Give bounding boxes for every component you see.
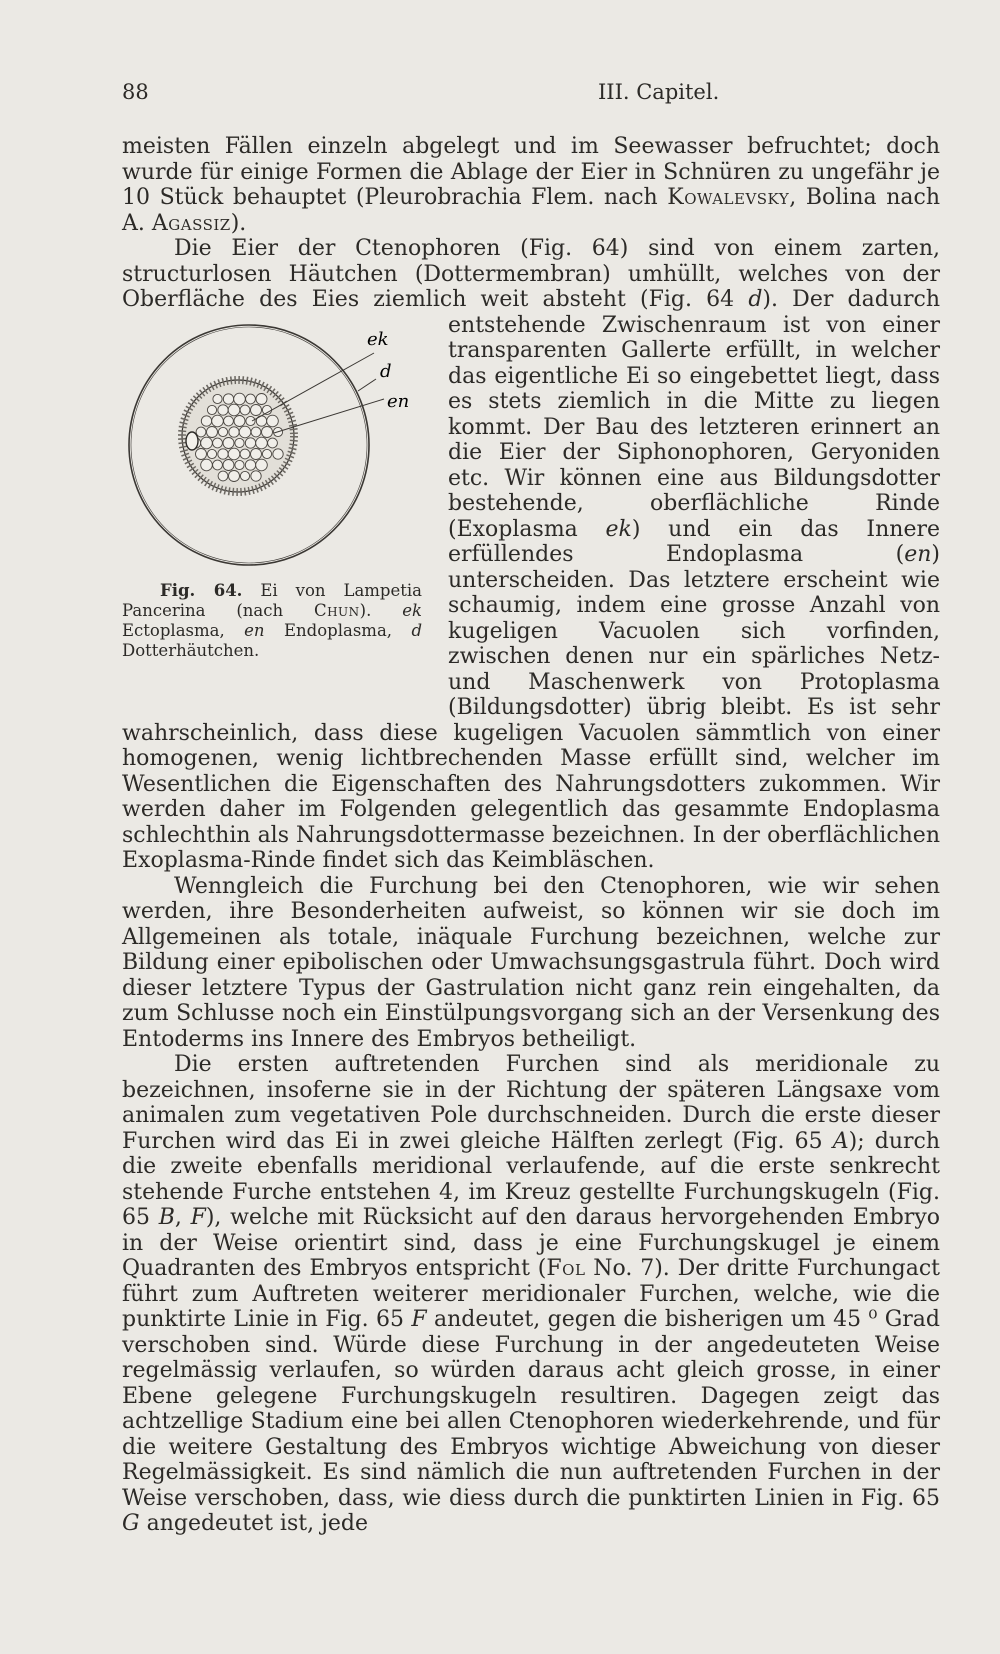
- vacuole: [201, 415, 211, 425]
- figure-caption: Fig. 64. Ei von Lampetia Pancerina (nach Chun). ek Ectoplasma, en Endoplasma, d Dotterhäutchen.: [122, 580, 423, 660]
- author-fol: Fol: [546, 1256, 586, 1281]
- vacuole: [228, 404, 240, 416]
- vacuole: [218, 471, 228, 481]
- paragraph-4: Die ersten auftretenden Furchen sind als meridionale zu bezeichnen, insoferne sie in der Richtung der späteren Längsaxe vom animalen zum vegetativen Pole durchschneiden. Durch die erste dieser Furchen wird das Ei in zwei gleiche Hälften zerlegt (Fig. 65 A); durch die zweite ebenfalls meridional verlaufende, auf die erste senkrecht stehende Furche entstehen 4, im Kreuz gestellte Furchungskugeln (Fig. 65 B, F), welche mit Rücksicht auf den daraus hervorgehenden Embryo in der Weise orientirt sind, dass je eine Furchungskugel je einem Quadranten des Embryos entspricht (Fol No. 7). Der dritte Furchungact führt zum Auftreten weiterer meridionaler Furchen, welche, wie die punktirte Linie in Fig. 65 F andeutet, gegen die bisherigen um 45 ⁰ Grad verschoben sind. Würde diese Furchung in der angedeuteten Weise regelmässig verlaufen, so würden daraus acht gleich grosse, in einer Ebene gelegene Furchungskugeln resultiren. Dagegen zeigt das achtzellige Stadium eine bei allen Ctenophoren wiederkehrende, und für die weitere Gestaltung des Embryos wichtige Abweichung von dieser Regelmässigkeit. Es sind nämlich die nun auftretenden Furchen in der Weise verschoben, dass, wie diess durch die punktirten Linien in Fig. 65 G angedeutet ist, jede: [122, 1052, 940, 1536]
- paragraph-1: meisten Fällen einzeln abgelegt und im Seewasser befruchtet; doch wurde für einige Formen die Ablage der Eier in Schnüren zu ungefähr je 10 Stück behauptet (Pleurobrachia Flem. nach Kowalevsky, Bolina nach A. Agassiz).: [122, 134, 940, 236]
- body-text: [122, 134, 940, 1537]
- figure-64: [122, 313, 432, 701]
- vacuole: [267, 415, 279, 427]
- vacuole: [262, 449, 271, 458]
- vacuole: [245, 459, 255, 469]
- vacuole: [218, 427, 227, 436]
- author-kowalevsky: Kowalevsky: [667, 185, 790, 210]
- chapter-title: III. Capitel.: [598, 80, 720, 104]
- germinal-vesicle: [186, 432, 198, 450]
- vacuole: [262, 426, 273, 437]
- vacuole: [207, 405, 216, 414]
- egg-illustration: [122, 321, 422, 581]
- vacuole: [240, 405, 250, 415]
- vacuole: [223, 393, 233, 403]
- vacuole: [268, 438, 278, 448]
- vacuole: [229, 426, 239, 436]
- vacuole: [228, 448, 240, 460]
- vacuole: [240, 471, 249, 480]
- vacuole: [251, 448, 262, 459]
- vacuole: [218, 404, 228, 414]
- running-header: [122, 80, 940, 110]
- vacuole: [207, 426, 218, 437]
- vacuole: [234, 393, 246, 405]
- vacuole: [262, 405, 271, 414]
- vacuole: [196, 448, 207, 459]
- paragraph-2: Die Eier der Ctenophoren (Fig. 64) sind von einem zarten, structurlosen Häutchen (Dottermembran) umhüllt, welches von der Oberfläche des Eies ziemlich weit absteht (Fig. 64 d). Der dadurch entstehende ek d en Fig. 64. Ei von Lampetia Pancerina (nach Chun). ek Ectoplasma, en Endoplasma, d Dotterhäutchen. Zwischenraum ist von einer transparenten Gallerte erfüllt, in welcher das eigentliche Ei so eingebettet liegt, dass es stets ziemlich in die Mitte zu liegen kommt. Der Bau des letzteren erinnert an die Eier der Siphonophoren, Geryoniden etc. Wir können eine aus Bildungsdotter bestehende, oberflächliche Rinde (Exoplasma ek) und ein das Innere erfüllendes Endoplasma (en) unterscheiden. Das letztere erscheint wie schaumig, indem eine grosse Anzahl von kugeligen Vacuolen sich vorfinden, zwischen denen nur ein spärliches Netz- und Maschenwerk von Protoplasma (Bildungsdotter) übrig bleibt. Es ist sehr wahrscheinlich, dass diese kugeligen Vacuolen sämmtlich von einer homogenen, wenig lichtbrechenden Masse erfüllt sind, welcher im Wesentlichen die Eigenschaften des Nahrungsdotters zukommen. Wir werden daher im Folgenden gelegentlich das gesammte Endoplasma schlechthin als Nahrungsdottermasse bezeichnen. In der oberflächlichen Exoplasma-Rinde findet sich das Keimbläschen.: [122, 236, 940, 873]
- pointer-d: [358, 379, 376, 391]
- label-en: en: [387, 390, 410, 412]
- vacuole: [251, 427, 261, 437]
- vacuole: [223, 459, 234, 470]
- vacuole: [196, 427, 206, 437]
- vacuole: [207, 449, 216, 458]
- author-agassiz: Agassiz: [151, 210, 231, 236]
- vacuole: [218, 448, 228, 458]
- vacuole: [240, 449, 250, 459]
- vacuole: [273, 448, 283, 458]
- label-ek: ek: [367, 328, 389, 350]
- vacuole: [229, 470, 240, 481]
- vacuole: [235, 460, 244, 469]
- vacuole: [213, 460, 223, 470]
- vacuole: [213, 394, 222, 403]
- page-number: 88: [122, 80, 149, 104]
- vacuole: [212, 415, 224, 427]
- vacuole: [223, 437, 234, 448]
- vacuole: [235, 438, 244, 447]
- vacuole: [239, 426, 251, 438]
- vacuole: [201, 437, 213, 449]
- vacuole: [251, 404, 262, 415]
- label-d: d: [380, 360, 392, 382]
- vacuole: [251, 470, 261, 480]
- vacuole: [246, 416, 255, 425]
- vacuole: [245, 437, 255, 447]
- vacuole: [256, 459, 268, 471]
- vacuole: [224, 416, 234, 426]
- vacuole: [213, 438, 223, 448]
- vacuole: [201, 459, 213, 471]
- vacuole: [246, 394, 256, 404]
- vacuole: [256, 393, 267, 404]
- vacuole: [234, 415, 245, 426]
- vacuole: [256, 437, 268, 449]
- paragraph-3: Wenngleich die Furchung bei den Ctenophoren, wie wir sehen werden, ihre Besonderheiten aufweist, so können wir sie doch im Allgemeinen als totale, inäquale Furchung bezeichnen, welche zur Bildung einer epibolischen oder Umwachsungsgastrula führt. Doch wird dieser letztere Typus der Gastrulation nicht ganz rein eingehalten, da zum Schlusse noch ein Einstülpungsvorgang sich an der Versenkung des Entoderms ins Innere des Embryos betheiligt.: [122, 873, 940, 1052]
